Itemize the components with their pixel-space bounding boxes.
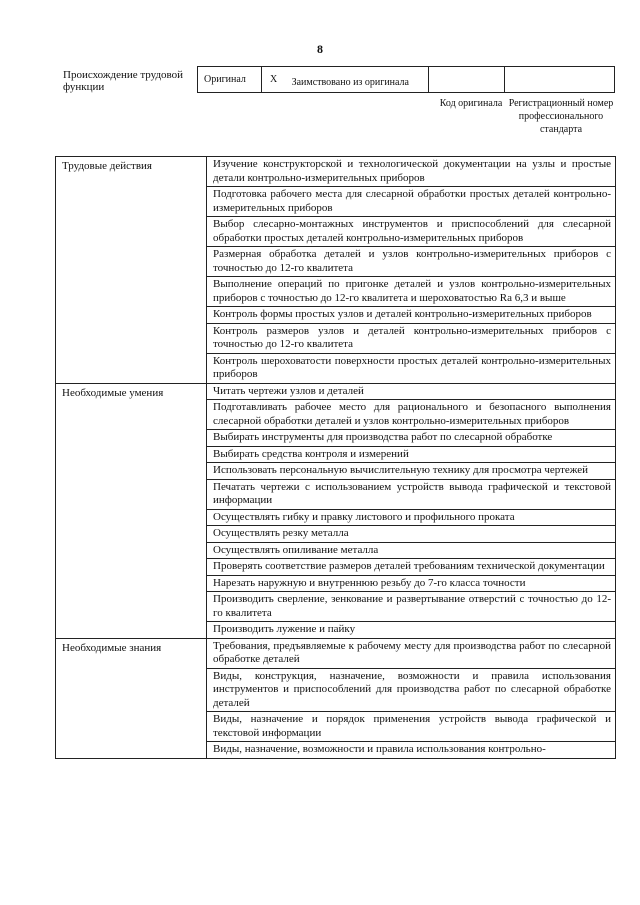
section-item: Читать чертежи узлов и деталей xyxy=(207,383,616,400)
section-item: Нарезать наружную и внутреннюю резьбу до 7-го класса точности xyxy=(207,575,616,592)
reg-caption: Регистрационный номер профессионального стандарта xyxy=(508,98,614,135)
table-row xyxy=(56,638,616,668)
section-item: Осуществлять опиливание металла xyxy=(207,542,616,559)
section-item: Виды, назначение и порядок применения устройств вывода графической и текстовой информации xyxy=(207,712,616,742)
function-table xyxy=(55,156,616,759)
section-item: Выбирать средства контроля и измерений xyxy=(207,446,616,463)
section-item: Проверять соответствие размеров деталей требованиям технической документации xyxy=(207,559,616,576)
borrowed-label: Заимствовано из оригинала xyxy=(286,67,429,92)
section-item: Подготовка рабочего места для слесарной обработки простых деталей контрольно-измерительных приборов xyxy=(207,187,616,217)
section-item: Производить сверление, зенкование и развертывание отверстий с точностью до 12-го квалитета xyxy=(207,592,616,622)
section-item: Контроль размеров узлов и деталей контрольно-измерительных приборов с точностью до 12-го квалитета xyxy=(207,323,616,353)
section-item: Виды, конструкция, назначение, возможности и правила использования инструментов и приспособлений для производства работ по слесарной обработке деталей xyxy=(207,668,616,712)
section-item: Печатать чертежи с использованием устройств вывода графической и текстовой информации xyxy=(207,479,616,509)
section-title: Трудовые действия xyxy=(56,157,207,384)
section-item: Контроль шероховатости поверхности простых деталей контрольно-измерительных приборов xyxy=(207,353,616,383)
section-item: Контроль формы простых узлов и деталей контрольно-измерительных приборов xyxy=(207,307,616,324)
reg-cell xyxy=(505,67,614,92)
section-item: Виды, назначение, возможности и правила использования контрольно- xyxy=(207,742,616,759)
section-item: Выполнение операций по пригонке деталей и узлов контрольно-измерительных приборов с точностью до 12-го квалитета и шероховатостью Ra 6,3 и выше xyxy=(207,277,616,307)
section-item: Осуществлять гибку и правку листового и профильного проката xyxy=(207,509,616,526)
page-number: 8 xyxy=(317,42,323,56)
code-cell xyxy=(429,67,505,92)
section-item: Подготавливать рабочее место для рационального и безопасного выполнения слесарной обработки деталей и узлов контрольно-измерительных приборов xyxy=(207,400,616,430)
origin-box xyxy=(197,66,615,93)
origin-label: Происхождение трудовой функции xyxy=(63,69,184,93)
section-item: Использовать персональную вычислительную технику для просмотра чертежей xyxy=(207,463,616,480)
section-item: Изучение конструкторской и технологической документации на узлы и простые детали контрольно-измерительных приборов xyxy=(207,157,616,187)
original-mark: X xyxy=(270,74,278,85)
section-item: Выбор слесарно-монтажных инструментов и приспособлений для слесарной обработки простых деталей контрольно-измерительных приборов xyxy=(207,217,616,247)
section-item: Осуществлять резку металла xyxy=(207,526,616,543)
section-item: Требования, предъявляемые к рабочему месту для производства работ по слесарной обработке деталей xyxy=(207,638,616,668)
table-row xyxy=(56,157,616,187)
code-caption: Код оригинала xyxy=(439,98,503,109)
section-item: Производить лужение и пайку xyxy=(207,622,616,639)
section-title: Необходимые умения xyxy=(56,383,207,638)
original-label: Оригинал xyxy=(198,67,262,92)
section-item: Выбирать инструменты для производства работ по слесарной обработке xyxy=(207,430,616,447)
section-title: Необходимые знания xyxy=(56,638,207,758)
section-item: Размерная обработка деталей и узлов контрольно-измерительных приборов с точностью до 12-го квалитета xyxy=(207,247,616,277)
table-row xyxy=(56,383,616,400)
